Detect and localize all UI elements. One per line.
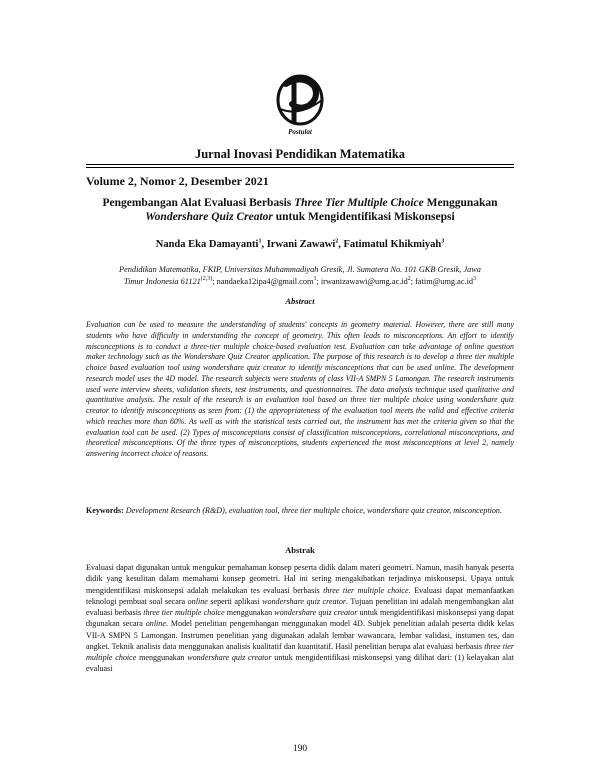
abstrak-heading: Abstrak <box>285 545 315 555</box>
keywords-text: Development Research (R&D), evaluation tool, three tier multiple choice, wondershare quiz creator, misconception. <box>125 506 502 515</box>
volume-issue: Volume 2, Nomor 2, Desember 2021 <box>86 174 269 188</box>
abstract-english: Evaluation can be used to measure the understanding of students' concepts in geometry material. However, there are still many students who have difficulty in understanding the concept of geometry. This often leads to misconceptions. An effort to identify misconceptions is to conduct a three-tier multiple choice-based evaluation test. Evaluation can take advantage of online question maker technology such as the Wondershare Quiz Creator application. The purpose of this research is to develop a three tier multiple choice based evaluation tool using wondershare quiz creator to identify misconceptions that can be used online. The development research model uses the 4D model. The research subjects were students of class VII-A SMPN 5 Lamongan. The research instruments used were interview sheets, validation sheets, test instruments, and questionnaires. The data analysis technique used qualitative and quantitative analysis. The result of the research is an evaluation tool based on three tier multiple choice using wondershare quiz creator to identify misconceptions as seen from: (1) the appropriateness of the evaluation tool meets the valid and effective criteria which reaches more than 60%. As well as with the statistical tests carried out, the instrument has met the criteria given so that the evaluation tool can be used. (2) Types of misconceptions consist of classification misconceptions, correlational misconceptions, and theoretical misconceptions. Of the three types of misconceptions, students experienced the most misconceptions at level 2, namely answering incorrect choice of reasons. <box>86 320 514 458</box>
affiliation: Pendidikan Matematika, FKIP, Universitas Muhammadiyah Gresik, Jl. Sumatera No. 101 GKB Gresik, Jawa Timur Indonesia 61121$^{(2,3)}$; nandaeka12ipa4@gmail.com$^1$; $irwanizawawi@umg.ac.id^2$; $fatim@umg.ac.id^3$ <box>119 265 481 286</box>
header-rule-bottom <box>86 167 514 168</box>
page-number: 190 <box>292 744 308 754</box>
keywords-label: Keywords: <box>86 506 124 515</box>
abstract-indonesian: Evaluasi dapat digunakan untuk mengukur pemahaman konsep peserta didik dalam materi geometri. Namun, masih banyak peserta didik yang kesulitan dalam memahami konsep geometri. Hal ini sering mengakibatkan terjadinya miskonsepsi. Upaya untuk mengidentifikasi miskonsepsi adalah melakukan tes evaluasi berbasis three tier multiple choice. Evaluasi dapat memanfaatkan teknologi pembuat soal secara online seperti aplikasi wondershare quiz creator. Tujuan penelitian ini adalah mengembangkan alat evaluasi berbasis three tier multiple choice menggunakan wondershare quiz creator untuk mengidentifikasi miskonsepsi yang dapat digunakan secara online. Model penelitian pengembangan menggunakan model 4D. Subjek penelitian adalah peserta didik kelas VII-A SMPN 5 Lamongan. Instrumen penelitian yang digunakan adalah lembar wawancara, lembar validasi, instumen tes, dan angket. Teknik analisis data menggunakan analisis kualitatif dan kuantitatif. Hasil penelitian berupa alat evaluasi berbasis three tier multiple choice menggunakan wondershare quiz creator untuk mengidentifikasi miskonsepsi yang dilihat dari: (1) kelayakan alat evaluasi <box>86 563 515 674</box>
author-email[interactable]: irwanizawawi@umg.ac.id <box>320 276 408 286</box>
author-email[interactable]: nandaeka12ipa4@gmail.com <box>216 276 314 286</box>
author-email[interactable]: fatim@umg.ac.id <box>415 276 474 286</box>
logo-caption: Postulat <box>288 128 312 136</box>
journal-logo <box>268 70 332 136</box>
keywords <box>86 505 514 517</box>
header-rule-top <box>86 164 514 165</box>
author-name: Nanda Eka Damayanti <box>155 239 259 250</box>
author-list: Nanda Eka Damayanti$^1$, Irwani Zawawi$^2$, Fatimatul Khikmiyah$^3$ <box>155 238 445 250</box>
journal-name: Jurnal Inovasi Pendidikan Matematika <box>194 147 406 161</box>
author-name: Fatimatul Khikmiyah <box>343 239 442 250</box>
author-name: Irwani Zawawi <box>266 239 336 250</box>
abstract-heading: Abstract <box>285 296 315 306</box>
article-title: Pengembangan Alat Evaluasi Berbasis Three Tier Multiple Choice Menggunakan Wondershare Quiz Creator untuk Mengidentifikasi Miskonsepsi <box>102 197 498 223</box>
